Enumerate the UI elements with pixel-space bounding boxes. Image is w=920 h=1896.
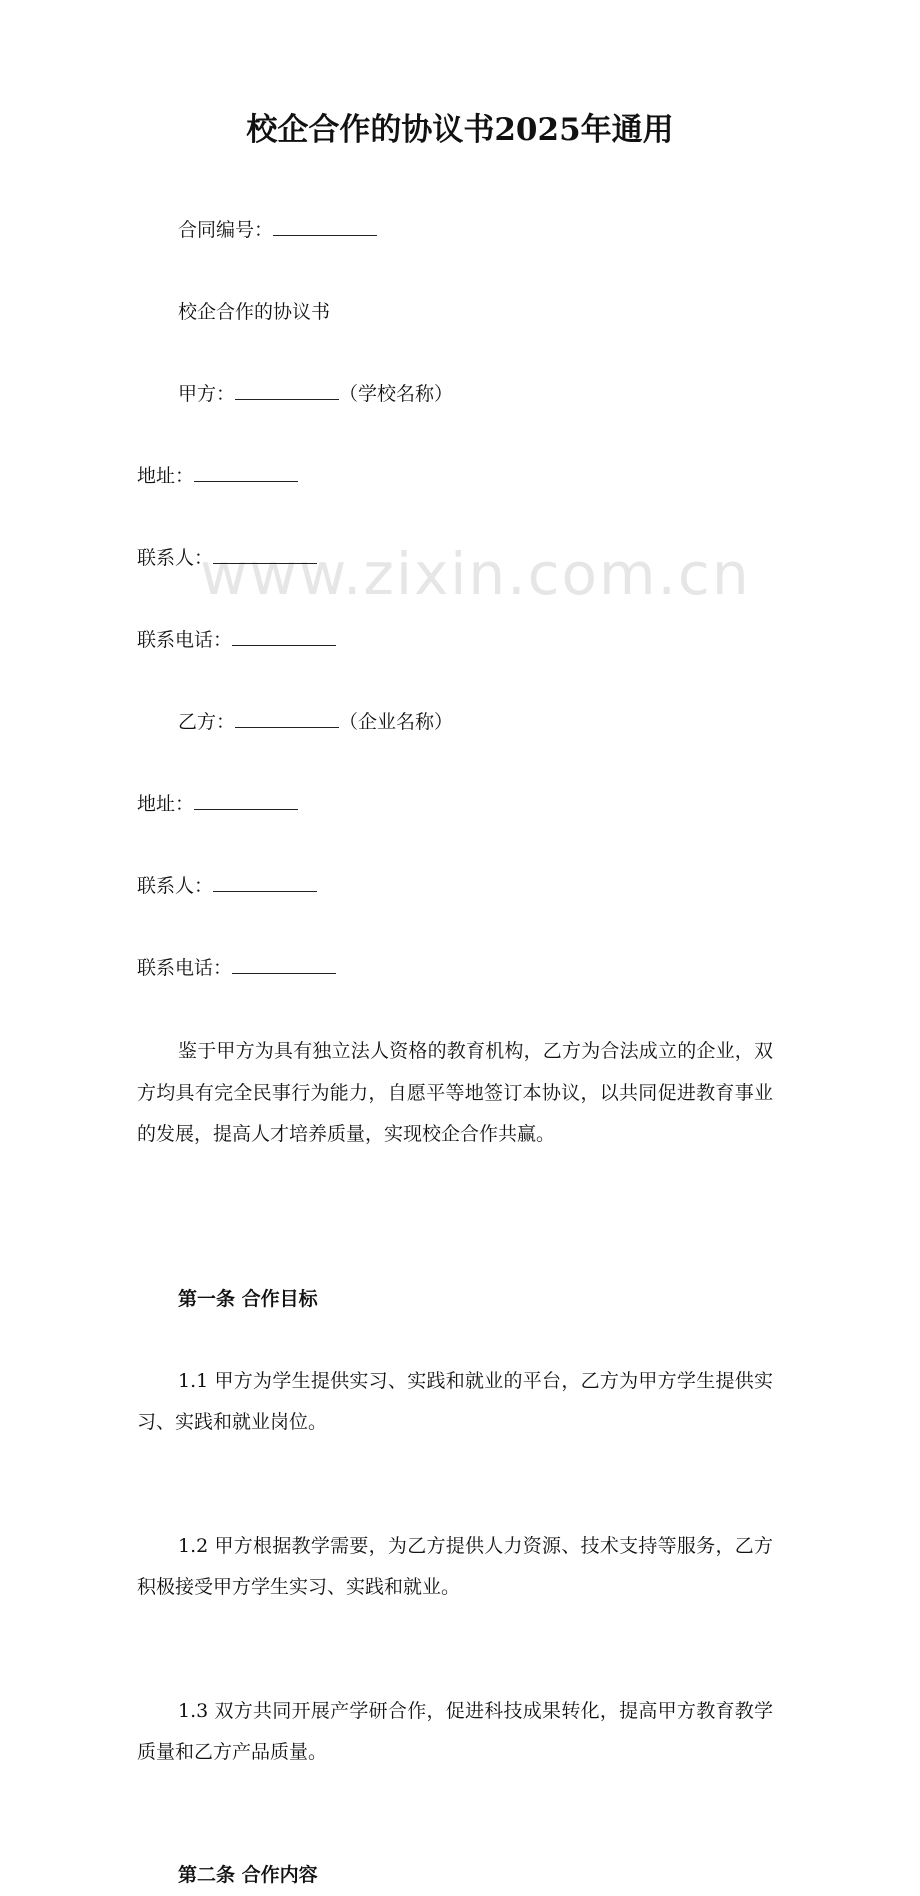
party-b-label: 乙方： <box>178 711 236 733</box>
party-b-phone-line <box>137 948 777 989</box>
party-a-phone-blank <box>232 626 336 646</box>
party-b-contact-blank <box>213 872 317 892</box>
party-a-address-label: 地址： <box>137 465 195 487</box>
clause-1-2: 1.2 甲方根据教学需要，为乙方提供人力资源、技术支持等服务，乙方积极接受甲方学生实习、实践和就业。 <box>137 1534 773 1598</box>
party-b-address-line <box>137 784 777 825</box>
party-a-contact-label: 联系人： <box>137 547 214 569</box>
party-b-contact-label: 联系人： <box>137 875 214 897</box>
party-b-address-label: 地址： <box>137 793 195 815</box>
clause-1-1: 1.1 甲方为学生提供实习、实践和就业的平台，乙方为甲方学生提供实习、实践和就业岗位。 <box>137 1369 773 1433</box>
party-b-address-blank <box>194 790 298 810</box>
party-a-address-blank <box>194 462 298 482</box>
preamble-paragraph: 鉴于甲方为具有独立法人资格的教育机构，乙方为合法成立的企业，双方均具有完全民事行为能力，自愿平等地签订本协议，以共同促进教育事业的发展，提高人才培养质量，实现校企合作共赢。 <box>137 1040 773 1145</box>
party-a-address-line <box>137 456 777 497</box>
clause-1-3: 1.3 双方共同开展产学研合作，促进科技成果转化，提高甲方教育教学质量和乙方产品质量。 <box>137 1699 773 1763</box>
contract-number-line <box>178 210 818 251</box>
party-a-blank <box>235 380 339 400</box>
watermark: www.zixin.com.cn <box>200 540 751 608</box>
article-1-heading: 第一条 合作目标 <box>178 1287 318 1310</box>
party-b-line <box>178 702 818 743</box>
party-b-note: （企业名称） <box>339 711 454 733</box>
contract-number-label: 合同编号： <box>178 219 274 241</box>
party-b-phone-label: 联系电话： <box>137 957 233 979</box>
contract-number-blank <box>273 216 377 236</box>
article-2-heading: 第二条 合作内容 <box>178 1863 318 1886</box>
party-b-phone-blank <box>232 954 336 974</box>
subtitle: 校企合作的协议书 <box>178 301 331 323</box>
party-a-line <box>178 374 818 415</box>
document-title: 校企合作的协议书2025年通用 <box>246 112 674 148</box>
party-a-contact-line <box>137 538 777 579</box>
party-a-contact-blank <box>213 544 317 564</box>
party-a-phone-line <box>137 620 777 661</box>
party-a-note: （学校名称） <box>339 383 454 405</box>
party-b-contact-line <box>137 866 777 907</box>
party-b-blank <box>235 708 339 728</box>
party-a-label: 甲方： <box>178 383 236 405</box>
party-a-phone-label: 联系电话： <box>137 629 233 651</box>
